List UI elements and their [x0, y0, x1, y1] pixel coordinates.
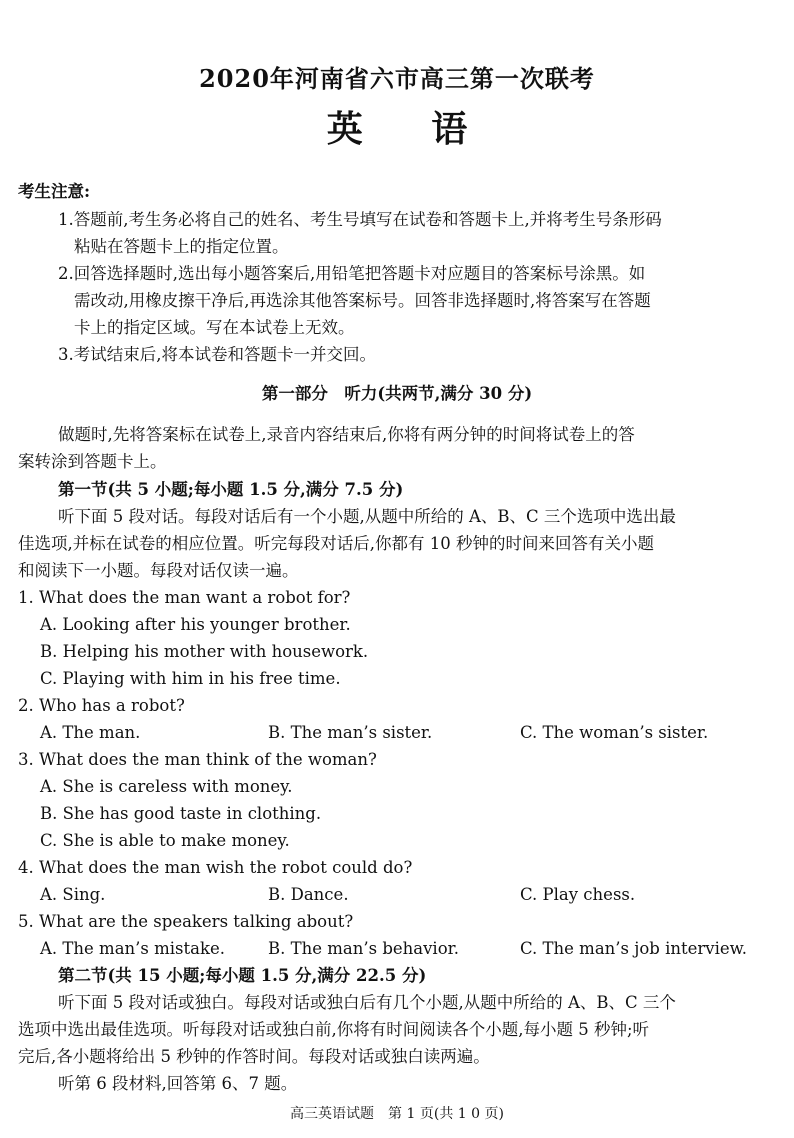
q2-option-a: A. The man. — [40, 723, 141, 742]
notice-item-2-line-3: 卡上的指定区域。写在本试卷上无效。 — [74, 318, 355, 337]
question-1: 1. What does the man want a robot for? — [18, 588, 351, 607]
notice-item-3: 3.考试结束后,将本试卷和答题卡一并交回。 — [58, 345, 376, 364]
q5-option-a: A. The man’s mistake. — [40, 939, 225, 958]
part1-heading: 第一部分 听力(共两节,满分 30 分) — [261, 384, 533, 403]
section1-intro-line-1: 听下面 5 段对话。每段对话后有一个小题,从题中所给的 A、B、C 三个选项中选出最 — [58, 507, 676, 526]
section1-intro-line-3: 和阅读下一小题。每段对话仅读一遍。 — [18, 561, 299, 580]
page-footer: 高三英语试题 第 1 页(共 1 0 页) — [290, 1106, 504, 1122]
question-2: 2. Who has a robot? — [18, 696, 185, 715]
section1-intro-line-2: 佳选项,并标在试卷的相应位置。听完每段对话后,你都有 10 秒钟的时间来回答有关小题 — [18, 534, 654, 553]
exam-title: 2020年河南省六市高三第一次联考 — [199, 64, 595, 93]
section2-heading: 第二节(共 15 小题;每小题 1.5 分,满分 22.5 分) — [58, 966, 427, 985]
q2-option-c: C. The woman’s sister. — [520, 723, 709, 742]
section2-intro-line-2: 选项中选出最佳选项。听每段对话或独白前,你将有时间阅读各个小题,每小题 5 秒钟;听 — [18, 1020, 650, 1039]
notice-item-1-line-2: 粘贴在答题卡上的指定位置。 — [74, 237, 289, 256]
notice-heading: 考生注意: — [18, 182, 91, 201]
question-3: 3. What does the man think of the woman? — [18, 750, 377, 769]
q4-option-b: B. Dance. — [268, 885, 349, 904]
q4-option-a: A. Sing. — [40, 885, 106, 904]
subject-title: 英 语 — [326, 108, 496, 150]
section2-intro-line-1: 听下面 5 段对话或独白。每段对话或独白后有几个小题,从题中所给的 A、B、C 三个 — [58, 993, 676, 1012]
part1-intro-line-2: 案转涂到答题卡上。 — [18, 452, 167, 471]
q1-option-b: B. Helping his mother with housework. — [40, 642, 369, 661]
q5-option-c: C. The man’s job interview. — [520, 939, 748, 958]
question-5: 5. What are the speakers talking about? — [18, 912, 354, 931]
q3-option-b: B. She has good taste in clothing. — [40, 804, 322, 823]
notice-item-2-line-2: 需改动,用橡皮擦干净后,再选涂其他答案标号。回答非选择题时,将答案写在答题 — [74, 291, 651, 310]
notice-item-2-line-1: 2.回答选择题时,选出每小题答案后,用铅笔把答题卡对应题目的答案标号涂黑。如 — [58, 264, 646, 283]
q4-option-c: C. Play chess. — [520, 885, 636, 904]
part1-intro-line-1: 做题时,先将答案标在试卷上,录音内容结束后,你将有两分钟的时间将试卷上的答 — [58, 425, 635, 444]
section1-heading: 第一节(共 5 小题;每小题 1.5 分,满分 7.5 分) — [58, 480, 404, 499]
section2-intro-line-3: 完后,各小题将给出 5 秒钟的作答时间。每段对话或独白读两遍。 — [18, 1047, 490, 1066]
q2-option-b: B. The man’s sister. — [268, 723, 433, 742]
q1-option-a: A. Looking after his younger brother. — [40, 615, 351, 634]
q3-option-a: A. She is careless with money. — [40, 777, 293, 796]
question-4: 4. What does the man wish the robot could do? — [18, 858, 413, 877]
q3-option-c: C. She is able to make money. — [40, 831, 290, 850]
section2-material: 听第 6 段材料,回答第 6、7 题。 — [58, 1074, 298, 1093]
q1-option-c: C. Playing with him in his free time. — [40, 669, 341, 688]
notice-item-1-line-1: 1.答题前,考生务必将自己的姓名、考生号填写在试卷和答题卡上,并将考生号条形码 — [58, 210, 662, 229]
q5-option-b: B. The man’s behavior. — [268, 939, 459, 958]
